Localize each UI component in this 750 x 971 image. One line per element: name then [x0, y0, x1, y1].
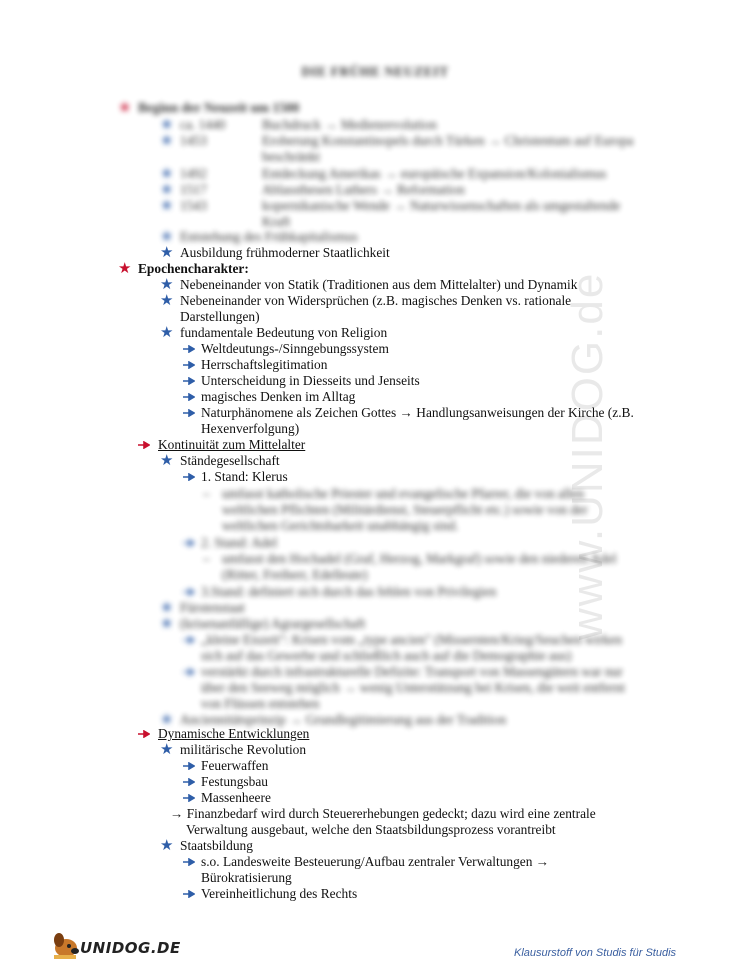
blue-star-icon: ★ [160, 740, 174, 758]
statebuild-item: Vereinheitlichung des Rechts [201, 886, 358, 901]
section-heading-beginn: Beginn der Neuzeit um 1500 [138, 100, 300, 115]
blue-star-icon: ★ [160, 275, 174, 293]
watermark-text: www.UNIDOG.de [563, 271, 612, 640]
item-widersprueche: Nebeneinander von Widersprüchen (z.B. magisches Denken vs. rationale [180, 293, 572, 308]
timeline-date: 1517 [180, 182, 207, 197]
timeline-text-cont: Kraft [262, 214, 291, 229]
timeline-text: Eroberung Konstantinopels durch Türken → Christentum auf Europa [262, 133, 634, 148]
blue-star-icon: ★ [160, 291, 174, 309]
arrow-bullet-icon [183, 794, 195, 802]
timeline-text: Entdeckung Amerikas → europäische Expansion/Kolonialismus [262, 166, 607, 181]
timeline-text: Buchdruck → Medienrevolution [262, 117, 437, 132]
stand-1-desc: umfasst katholische Priester und evangelische Pfarrer, die von allen [222, 486, 585, 501]
arrow-bullet-icon [183, 361, 195, 369]
blue-star-icon: ★ [160, 115, 174, 133]
dash-bullet: – [203, 551, 210, 566]
stand-1-desc: weltlichen Gerichtsbarkeit unabhängig sind. [222, 518, 459, 533]
stand-1-desc: weltlichen Pflichten (Militärdienst, Steuerpflicht etc.) sowie von der [222, 502, 588, 517]
agrar-item-cont: sich auf das Gewerbe und schließlich auch auf die Demographie aus) [201, 648, 572, 663]
section-heading-dynamik: Dynamische Entwicklungen [158, 726, 310, 741]
red-star-icon: ★ [118, 98, 132, 116]
arrow-bullet-icon [183, 473, 195, 481]
blue-star-icon: ★ [160, 710, 174, 728]
red-arrow-icon [138, 730, 150, 738]
item-militaer: militärische Revolution [180, 742, 307, 757]
religion-item: Unterscheidung in Diesseits und Jenseits [201, 373, 420, 388]
statebuild-item: s.o. Landesweite Besteuerung/Aufbau zentraler Verwaltungen → [201, 854, 550, 869]
item-agrargesellschaft: (krisenanfällige) Agrargesellschaft [180, 616, 366, 631]
religion-item: Weltdeutungs-/Sinngebungssystem [201, 341, 389, 356]
timeline-text-cont: beschränkt [262, 149, 321, 164]
blue-star-icon: ★ [160, 451, 174, 469]
religion-item: Herrschaftslegitimation [201, 357, 328, 372]
dash-bullet: – [203, 486, 210, 501]
agrar-item-cont: von Flüssen entstehen [201, 696, 320, 711]
timeline-date: ca. 1440 [180, 117, 226, 132]
arrow-bullet-icon [183, 409, 195, 417]
blue-star-icon: ★ [160, 164, 174, 182]
blue-star-icon: ★ [160, 614, 174, 632]
military-item: Festungsbau [201, 774, 268, 789]
blue-star-icon: ★ [160, 196, 174, 214]
stand-1: 1. Stand: Klerus [201, 469, 288, 484]
blue-star-icon: ★ [160, 131, 174, 149]
item-anciennitaet: Anciennitätsprinzip → Grundlegitimierung aus der Tradition [180, 712, 507, 727]
religion-item: magisches Denken im Alltag [201, 389, 356, 404]
arrow-bullet-icon [183, 636, 195, 644]
arrow-bullet-icon [183, 393, 195, 401]
arrow-bullet-icon [183, 588, 195, 596]
timeline-date: 1453 [180, 133, 207, 148]
item-widersprueche-cont: Darstellungen) [180, 309, 260, 324]
arrow-bullet-icon [183, 668, 195, 676]
religion-item: Naturphänomene als Zeichen Gottes → Handlungsanweisungen der Kirche (z.B. [201, 405, 634, 420]
arrow-bullet-icon [183, 778, 195, 786]
blue-star-icon: ★ [160, 836, 174, 854]
item-capitalism: Entstehung des Frühkapitalismus [180, 229, 358, 244]
item-state: Ausbildung frühmoderner Staatlichkeit [180, 245, 390, 260]
timeline-text: kopernikanische Wende → Naturwissenschaften als umgestaltende [262, 198, 621, 213]
blue-star-icon: ★ [160, 180, 174, 198]
footer-tagline: Klausurstoff von Studis für Studis [514, 947, 677, 959]
arrow-bullet-icon [183, 539, 195, 547]
red-arrow-icon [138, 441, 150, 449]
timeline-date: 1543 [180, 198, 207, 213]
statebuild-item-cont: Bürokratisierung [201, 870, 292, 885]
stand-2-desc: umfasst den Hochadel (Graf, Herzog, Markgraf) sowie den niederen Adel [222, 551, 617, 566]
finance-note: → Finanzbedarf wird durch Steuererhebungen gedeckt; dazu wird eine zentrale [170, 806, 596, 821]
arrow-bullet-icon [183, 858, 195, 866]
agrar-item-cont: über den Seeweg möglich → wenig Unterstützung bei Krisen, die weit entfernt [201, 680, 625, 695]
item-fuerstenstaat: Fürstenstaat [180, 600, 245, 615]
item-religion: fundamentale Bedeutung von Religion [180, 325, 388, 340]
timeline-date: 1492 [180, 166, 207, 181]
military-item: Feuerwaffen [201, 758, 269, 773]
agrar-item: verstärkt durch infrastrukturelle Defizite: Transport von Massengütern war nur [201, 664, 623, 679]
stand-3: 3.Stand: definiert sich durch das fehlen von Privilegien [201, 584, 497, 599]
red-star-icon: ★ [118, 259, 132, 277]
page-title: DIE FRÜHE NEUZEIT [301, 64, 449, 79]
blue-star-icon: ★ [160, 243, 174, 261]
timeline-text: Ablassthesen Luthers → Reformation [262, 182, 465, 197]
agrar-item: „kleine Eiszeit": Krisen vom „type ancien" (Missernten/Krieg/Seuchen wirken [201, 632, 623, 647]
blue-star-icon: ★ [160, 323, 174, 341]
stand-2: 2. Stand: Adel [201, 535, 278, 550]
section-heading-epochencharakter: Epochencharakter: [138, 261, 249, 276]
item-staendegesellschaft: Ständegesellschaft [180, 453, 280, 468]
arrow-bullet-icon [183, 762, 195, 770]
stand-2-desc: (Ritter, Freiherr, Edelleute) [222, 567, 368, 582]
arrow-bullet-icon [183, 345, 195, 353]
arrow-bullet-icon [183, 377, 195, 385]
arrow-bullet-icon [183, 890, 195, 898]
military-item: Massenheere [201, 790, 271, 805]
religion-item-cont: Hexenverfolgung) [201, 421, 300, 436]
blue-star-icon: ★ [160, 227, 174, 245]
blue-star-icon: ★ [160, 598, 174, 616]
logo-text: UNIDOG.DE [80, 939, 181, 957]
item-statik: Nebeneinander von Statik (Traditionen aus dem Mittelalter) und Dynamik [180, 277, 578, 292]
finance-note-cont: Verwaltung ausgebaut, welche den Staatsbildungsprozess vorantreibt [186, 822, 556, 837]
section-heading-kontinuitaet: Kontinuität zum Mittelalter [158, 437, 306, 452]
item-staatsbildung: Staatsbildung [180, 838, 253, 853]
